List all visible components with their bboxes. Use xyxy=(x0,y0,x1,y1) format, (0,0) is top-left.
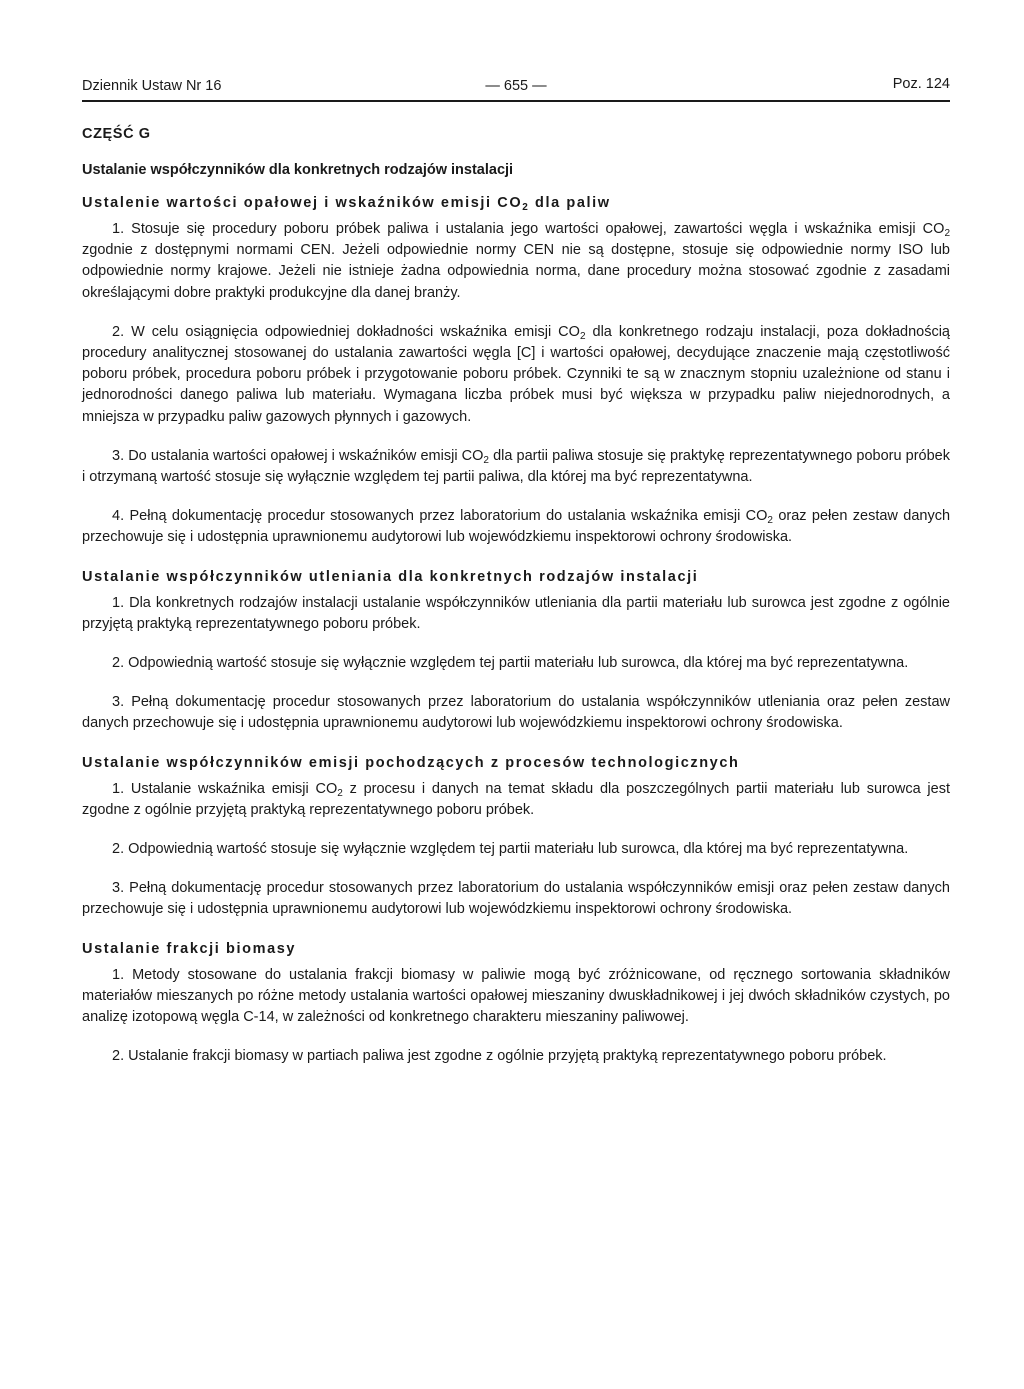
journal-name: Dziennik Ustaw Nr 16 xyxy=(82,78,222,94)
paragraph: 3. Pełną dokumentację procedur stosowanych przez laboratorium do ustalania współczynników utleniania oraz pełen zestaw danych przechowuje się i udostępnia uprawnionemu audytorowi lub wojewódzkiemu inspektorowi ochrony środowiska. xyxy=(82,694,950,732)
section-heading: Ustalenie wartości opałowej i wskaźników emisji $CO_2$ dla paliw xyxy=(82,195,611,213)
paragraph: 3. Do ustalania wartości opałowej i wskaźników emisji $CO_2$ dla partii paliwa stosuje się praktykę reprezentatywnego poboru próbek i otrzymaną wartość stosuje się wyłącznie względem tej partii paliwa, dla której ma być reprezentatywna. xyxy=(82,447,950,486)
paragraph: 1. Ustalanie wskaźnika emisji $CO_2$ z procesu i danych na temat składu dla poszczególnych partii materiału lub surowca jest zgodne z ogólnie przyjętą praktyką reprezentatywnego poboru próbek. xyxy=(82,780,950,818)
page-number: — 655 — xyxy=(485,78,547,94)
part-title: CZĘŚĆ G xyxy=(82,126,151,142)
paragraph: 2. Odpowiednią wartość stosuje się wyłącznie względem tej partii materiału lub surowca, dla której ma być reprezentatywna. xyxy=(112,841,909,858)
paragraph: 2. Odpowiednią wartość stosuje się wyłącznie względem tej partii materiału lub surowca, dla której ma być reprezentatywna. xyxy=(112,655,909,672)
position-number: Poz. 124 xyxy=(892,76,950,92)
paragraph: 4. Pełną dokumentację procedur stosowanych przez laboratorium do ustalania wskaźnika emisji $CO_2$ oraz pełen zestaw danych przechowuje się i udostępnia uprawnionemu audytorowi lub wojewódzkiemu inspektorowi ochrony środowiska. xyxy=(82,508,951,546)
document-page xyxy=(82,76,950,1085)
section-heading: Ustalanie współczynników emisji pochodzących z procesów technologicznych xyxy=(82,754,740,771)
page-header xyxy=(82,76,950,102)
paragraph: 3. Pełną dokumentację procedur stosowanych przez laboratorium do ustalania współczynników emisji oraz pełen zestaw danych przechowuje się i udostępnia uprawnionemu audytorowi lub wojewódzkiemu inspektorowi ochrony środowiska. xyxy=(82,880,950,918)
paragraph: 1. Dla konkretnych rodzajów instalacji ustalanie współczynników utleniania dla partii materiału lub surowca jest zgodne z ogólnie przyjętą praktyką reprezentatywnego poboru próbek. xyxy=(82,594,950,632)
section-heading: Ustalanie współczynników utleniania dla konkretnych rodzajów instalacji xyxy=(82,568,699,585)
document-title: Ustalanie współczynników dla konkretnych rodzajów instalacji xyxy=(82,162,514,178)
paragraph: 1. Metody stosowane do ustalania frakcji biomasy w paliwie mogą być zróżnicowane, od ręcznego sortowania składników materiałów mieszanych po różne metody ustalania wartości opałowej mieszaniny dwuskładnikowej i jej dwóch składników czystych, po analizę izotopową węgla C-14, w zależności od konkretnego charakteru mieszaniny paliwowej. xyxy=(82,966,950,1026)
section-heading: Ustalanie frakcji biomasy xyxy=(82,940,297,957)
paragraph: 2. Ustalanie frakcji biomasy w partiach paliwa jest zgodne z ogólnie przyjętą praktyką reprezentatywnego poboru próbek. xyxy=(112,1048,887,1065)
paragraph: 1. Stosuje się procedury poboru próbek paliwa i ustalania jego wartości opałowej, zawartości węgla i wskaźnika emisji $CO_2$ zgodnie z dostępnymi normami CEN. Jeżeli odpowiednie normy CEN nie są dostępne, stosuje się odpowiednie normy ISO lub odpowiednie normy krajowe. Jeżeli nie istnieje żadna odpowiednia norma, dane procedury można stosować zgodnie z zasadami określającymi dobre praktyki produkcyjne dla danej branży. xyxy=(82,221,950,301)
paragraph: 2. W celu osiągnięcia odpowiedniej dokładności wskaźnika emisji $CO_2$ dla konkretnego rodzaju instalacji, poza dokładnością procedury analitycznej stosowanej do ustalania zawartości węgla [C] i wartości opałowej, decydujące znaczenie mają częstotliwość poboru próbek, procedura poboru próbek i przygotowanie poboru próbek. Czynniki te są w znacznym stopniu uzależnione od stanu i jednorodności danego paliwa lub materiału. Wymagana liczba próbek musi być większa w przypadku paliw niejednorodnych, a mniejsza w przypadku paliw gazowych płynnych i gazowych. xyxy=(82,323,950,425)
sections-container xyxy=(82,195,950,1067)
